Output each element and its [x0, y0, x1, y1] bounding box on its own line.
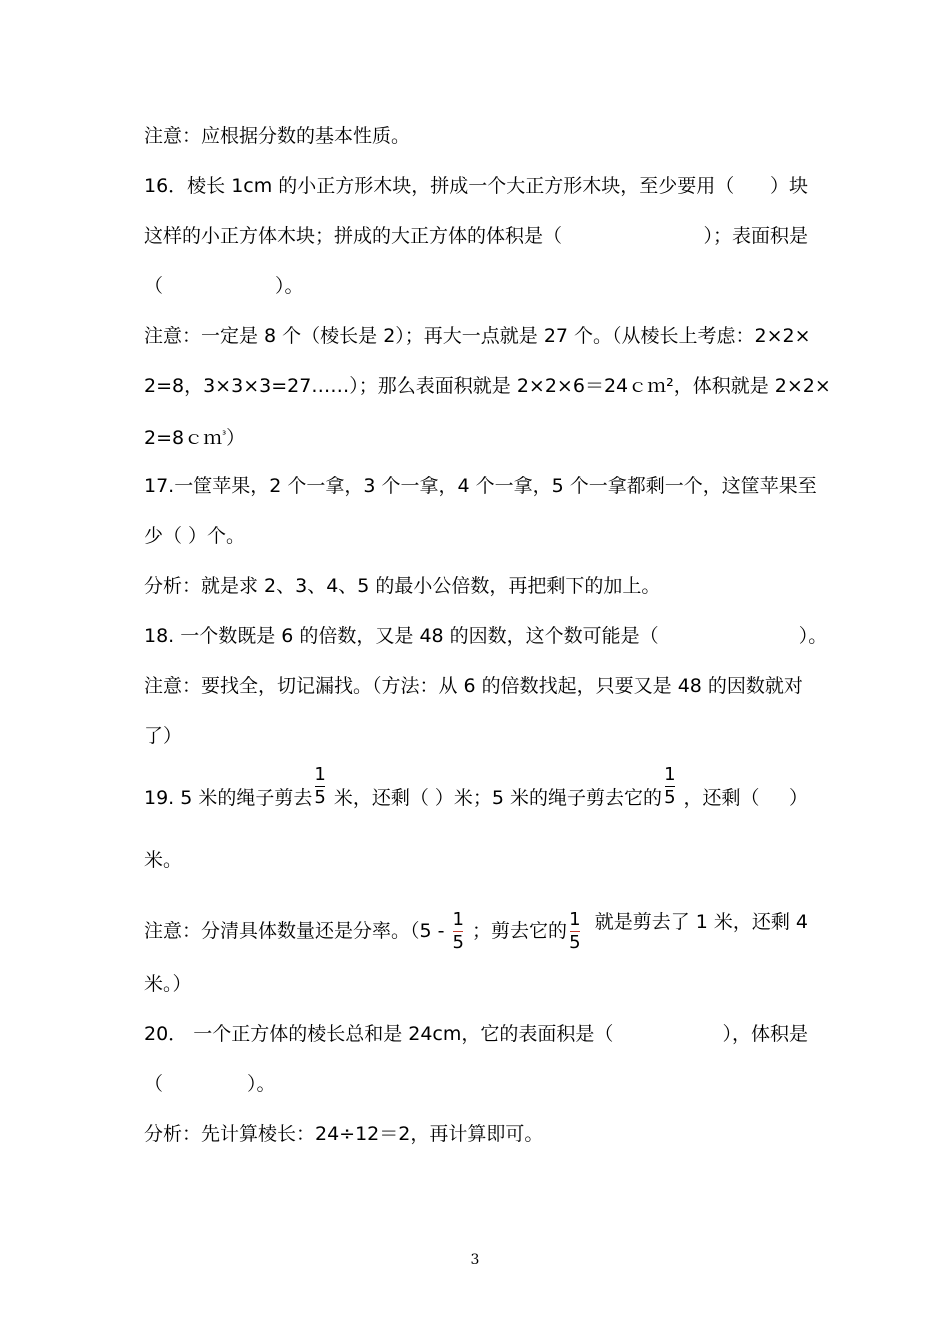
note-prev: 注意：应根据分数的基本性质。: [144, 125, 411, 147]
fraction-numerator: 1: [314, 764, 326, 785]
question-16-line-2-end: ）；表面积是: [703, 225, 808, 247]
question-16-line-2: [144, 224, 808, 248]
fraction-numerator: 1: [452, 909, 464, 930]
fraction-one-fifth: [452, 910, 465, 953]
fraction-numerator: 1: [664, 764, 676, 785]
fraction-denominator: 5: [452, 932, 464, 953]
question-16-line-1: [144, 174, 808, 198]
note-16-line-3: [144, 424, 808, 450]
question-16-line-3: [144, 274, 808, 298]
question-17-line-2: 少（ ）个。: [144, 525, 246, 547]
question-18-text: 18. 一个数既是 6 的倍数，又是 48 的因数，这个数可能是（: [144, 625, 659, 647]
page-number: 3: [470, 1252, 480, 1268]
fraction-one-fifth: [568, 910, 581, 953]
fraction-denominator: 5: [314, 787, 326, 808]
note-16-line-2: 2=8，3×3×3=27……）；那么表面积就是 2×2×6＝24ｃｍ²，体积就是 2×2×: [144, 375, 831, 397]
note-16-cube-superscript: ³: [222, 430, 227, 441]
fraction-denominator: 5: [569, 932, 581, 953]
question-16-line-2-text: 这样的小正方体木块；拼成的大正方体的体积是（: [144, 225, 563, 247]
question-19-main: [144, 764, 760, 810]
note-19-part-1: [144, 910, 583, 953]
question-18-end: ）。: [798, 625, 828, 647]
note-18-line-1: 注意：要找全，切记漏找。（方法：从 6 的倍数找起，只要又是 48 的因数就对: [144, 675, 803, 697]
question-17-line-1: 17.一筐苹果，2 个一拿，3 个一拿，4 个一拿，5 个一拿都剩一个，这筐苹果至: [144, 475, 817, 497]
fraction-one-fifth: [663, 765, 676, 808]
question-20-line-2: [144, 1072, 808, 1096]
question-19-part-2: 米，还剩（ ）米；5 米的绳子剪去它的: [327, 787, 663, 809]
question-18: [144, 624, 828, 648]
note-16-close: ）: [226, 427, 246, 449]
fraction-denominator: 5: [664, 787, 676, 808]
question-20-end: ），体积是: [722, 1023, 808, 1045]
fraction-one-fifth: [313, 765, 326, 808]
analysis-17: 分析：就是求 2、3、4、5 的最小公倍数，再把剩下的加上。: [144, 575, 661, 597]
question-16-blank-open: （: [144, 275, 164, 297]
fraction-numerator: 1: [569, 909, 581, 930]
question-20-blank-close: ）。: [247, 1073, 276, 1095]
question-16-line-1-end: ）块: [769, 175, 808, 197]
note-19-part-3: 就是剪去了 1 米，还剩 4: [594, 911, 808, 933]
question-19-end: ）: [788, 787, 808, 809]
question-20-blank-open: （: [144, 1073, 164, 1095]
question-20-text: 20． 一个正方体的棱长总和是 24cm，它的表面积是（: [144, 1023, 614, 1045]
note-16-line-1: 注意：一定是 8 个（棱长是 2）；再大一点就是 27 个。（从棱长上考虑：2×2×: [144, 325, 811, 347]
question-19-part-1: 19. 5 米的绳子剪去: [144, 787, 313, 809]
analysis-20: 分析：先计算棱长：24÷12＝2，再计算即可。: [144, 1123, 544, 1145]
question-20-line-1: [144, 1022, 808, 1046]
question-16-line-1-text: 16．棱长 1cm 的小正方形木块，拼成一个大正方形木块，至少要用（: [144, 175, 735, 197]
note-19-text-2: ；剪去它的: [472, 920, 568, 942]
note-19-text-1: 注意：分清具体数量还是分率。（5 -: [144, 920, 445, 942]
note-16-volume: 2=8ｃｍ: [144, 427, 223, 449]
question-19-part-3: ，还剩（: [677, 787, 760, 809]
note-19-line-1: [144, 910, 808, 953]
note-18-line-2: 了）: [144, 725, 183, 747]
question-19-line-2: 米。: [144, 849, 183, 871]
note-19-line-2: 米。）: [144, 973, 192, 995]
question-19-line-1: [144, 764, 808, 810]
question-16-blank-close: ）。: [275, 275, 304, 297]
